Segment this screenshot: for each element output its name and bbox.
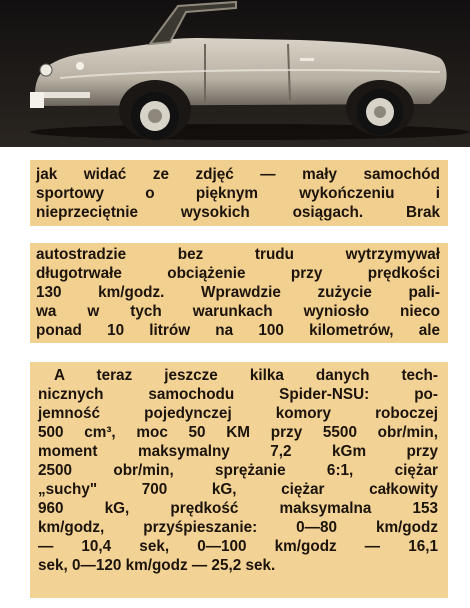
text-line: długotrwałe obciążenie przy prędkości (36, 265, 440, 282)
text-line: wa w tych warunkach wyniosło nieco (36, 303, 440, 320)
text-line: jak widać ze zdjęć — mały samochód (36, 166, 440, 183)
text-line: — 10,4 sek, 0—100 km/godz — 16,1 (38, 538, 438, 555)
text-line: moment maksymalny 7,2 kGm przy (38, 443, 438, 460)
text-line: A teraz jeszcze kilka danych tech- (54, 367, 438, 384)
text-line: nieprzeciętnie wysokich osiągach. Brak (36, 204, 440, 221)
text-line: sek, 0—120 km/godz — 25,2 sek. (38, 557, 276, 574)
text-line: 130 km/godz. Wprawdzie zużycie pali- (36, 284, 440, 301)
text-clipping-1 (30, 160, 448, 226)
text-clipping-2 (30, 243, 448, 343)
text-line: 960 kG, prędkość maksymalna 153 (38, 500, 438, 517)
text-line: jemność pojedynczej komory roboczej (38, 405, 438, 422)
text-line: „suchy" 700 kG, ciężar całkowity (38, 481, 438, 498)
text-line: 2500 obr/min, sprężanie 6:1, ciężar (38, 462, 438, 479)
text-line: ponad 10 litrów na 100 kilometrów, ale (36, 322, 440, 339)
text-line: nicznych samochodu Spider-NSU: po- (38, 386, 438, 403)
text-line: sportowy o pięknym wykończeniu i (36, 185, 440, 202)
text-clipping-3 (30, 362, 448, 598)
text-line: 500 cm³, moc 50 KM przy 5500 obr/min, (38, 424, 438, 441)
text-line: autostradzie bez trudu wytrzymywał (36, 246, 440, 263)
text-line: km/godz, przyśpieszanie: 0—80 km/godz (38, 519, 438, 536)
car-photo (0, 0, 470, 147)
car-illustration (0, 0, 470, 147)
